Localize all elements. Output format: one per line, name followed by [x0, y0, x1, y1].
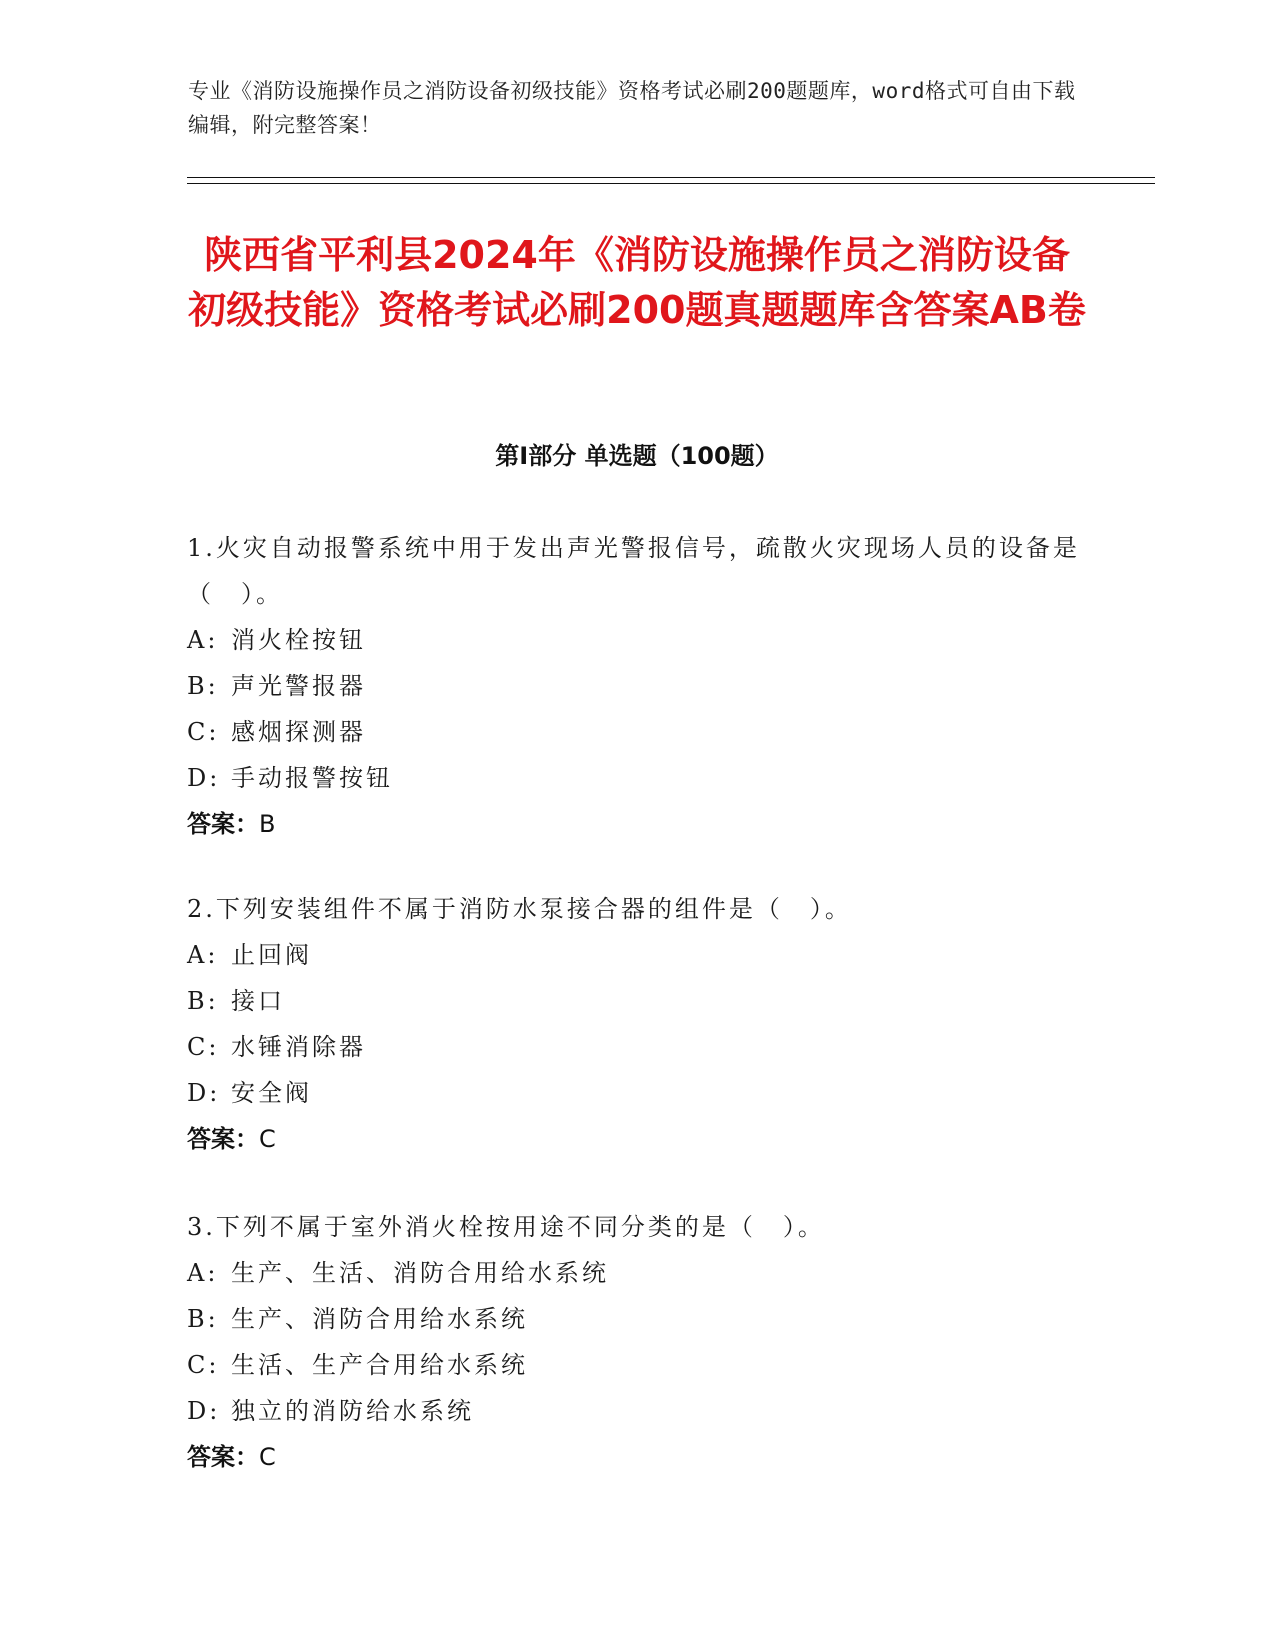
option-b: [187, 1296, 1087, 1342]
question-2: [187, 886, 1087, 1162]
option-c: [187, 1342, 1087, 1388]
question-1: [187, 525, 1087, 847]
question-stem: 3.下列不属于室外消火栓按用途不同分类的是（ ）。: [187, 1213, 825, 1241]
option-text: 安全阀: [231, 1079, 312, 1107]
option-text: 生产、生活、消防合用给水系统: [231, 1259, 609, 1287]
option-a: [187, 617, 1087, 663]
option-text: 独立的消防给水系统: [231, 1397, 474, 1425]
option-letter: C:: [187, 1351, 220, 1379]
option-text: 接口: [231, 987, 285, 1015]
option-a: [187, 932, 1087, 978]
option-d: [187, 755, 1087, 801]
option-text: 生活、生产合用给水系统: [231, 1351, 528, 1379]
option-letter: D:: [187, 1397, 221, 1425]
option-letter: A:: [187, 941, 219, 969]
option-d: [187, 1070, 1087, 1116]
answer-value: C: [259, 1443, 276, 1471]
option-letter: C:: [187, 1033, 220, 1061]
option-a: [187, 1250, 1087, 1296]
option-text: 感烟探测器: [231, 718, 366, 746]
answer-value: C: [259, 1125, 276, 1153]
option-letter: B:: [187, 1305, 219, 1333]
question-3: [187, 1204, 1087, 1480]
option-letter: C:: [187, 718, 220, 746]
option-letter: B:: [187, 987, 219, 1015]
document-title: 陕西省平利县2024年《消防设施操作员之消防设备初级技能》资格考试必刷200题真题题库含答案AB卷: [188, 233, 1086, 332]
answer-value: B: [259, 810, 276, 838]
option-letter: D:: [187, 1079, 221, 1107]
option-b: [187, 663, 1087, 709]
option-text: 生产、消防合用给水系统: [231, 1305, 528, 1333]
option-letter: B:: [187, 672, 219, 700]
option-c: [187, 709, 1087, 755]
question-stem: 1.火灾自动报警系统中用于发出声光警报信号，疏散火灾现场人员的设备是（ ）。: [187, 534, 1080, 608]
option-text: 止回阀: [231, 941, 312, 969]
option-letter: A:: [187, 1259, 219, 1287]
answer-line: [187, 801, 1087, 847]
option-c: [187, 1024, 1087, 1070]
option-letter: A:: [187, 626, 219, 654]
option-text: 手动报警按钮: [231, 764, 393, 792]
option-letter: D:: [187, 764, 221, 792]
question-stem: 2.下列安装组件不属于消防水泵接合器的组件是（ ）。: [187, 895, 852, 923]
answer-label: 答案：: [187, 1125, 259, 1153]
section-heading: 第I部分 单选题（100题）: [495, 442, 779, 470]
answer-label: 答案：: [187, 810, 259, 838]
header-note: 专业《消防设施操作员之消防设备初级技能》资格考试必刷200题题库，word格式可自由下载编辑，附完整答案！: [188, 79, 1076, 137]
header-rule-top: [187, 177, 1155, 178]
option-d: [187, 1388, 1087, 1434]
answer-line: [187, 1434, 1087, 1480]
answer-line: [187, 1116, 1087, 1162]
option-text: 水锤消除器: [231, 1033, 366, 1061]
option-b: [187, 978, 1087, 1024]
option-text: 消火栓按钮: [231, 626, 366, 654]
header-rule-bottom: [187, 183, 1155, 184]
option-text: 声光警报器: [231, 672, 366, 700]
answer-label: 答案：: [187, 1443, 259, 1471]
